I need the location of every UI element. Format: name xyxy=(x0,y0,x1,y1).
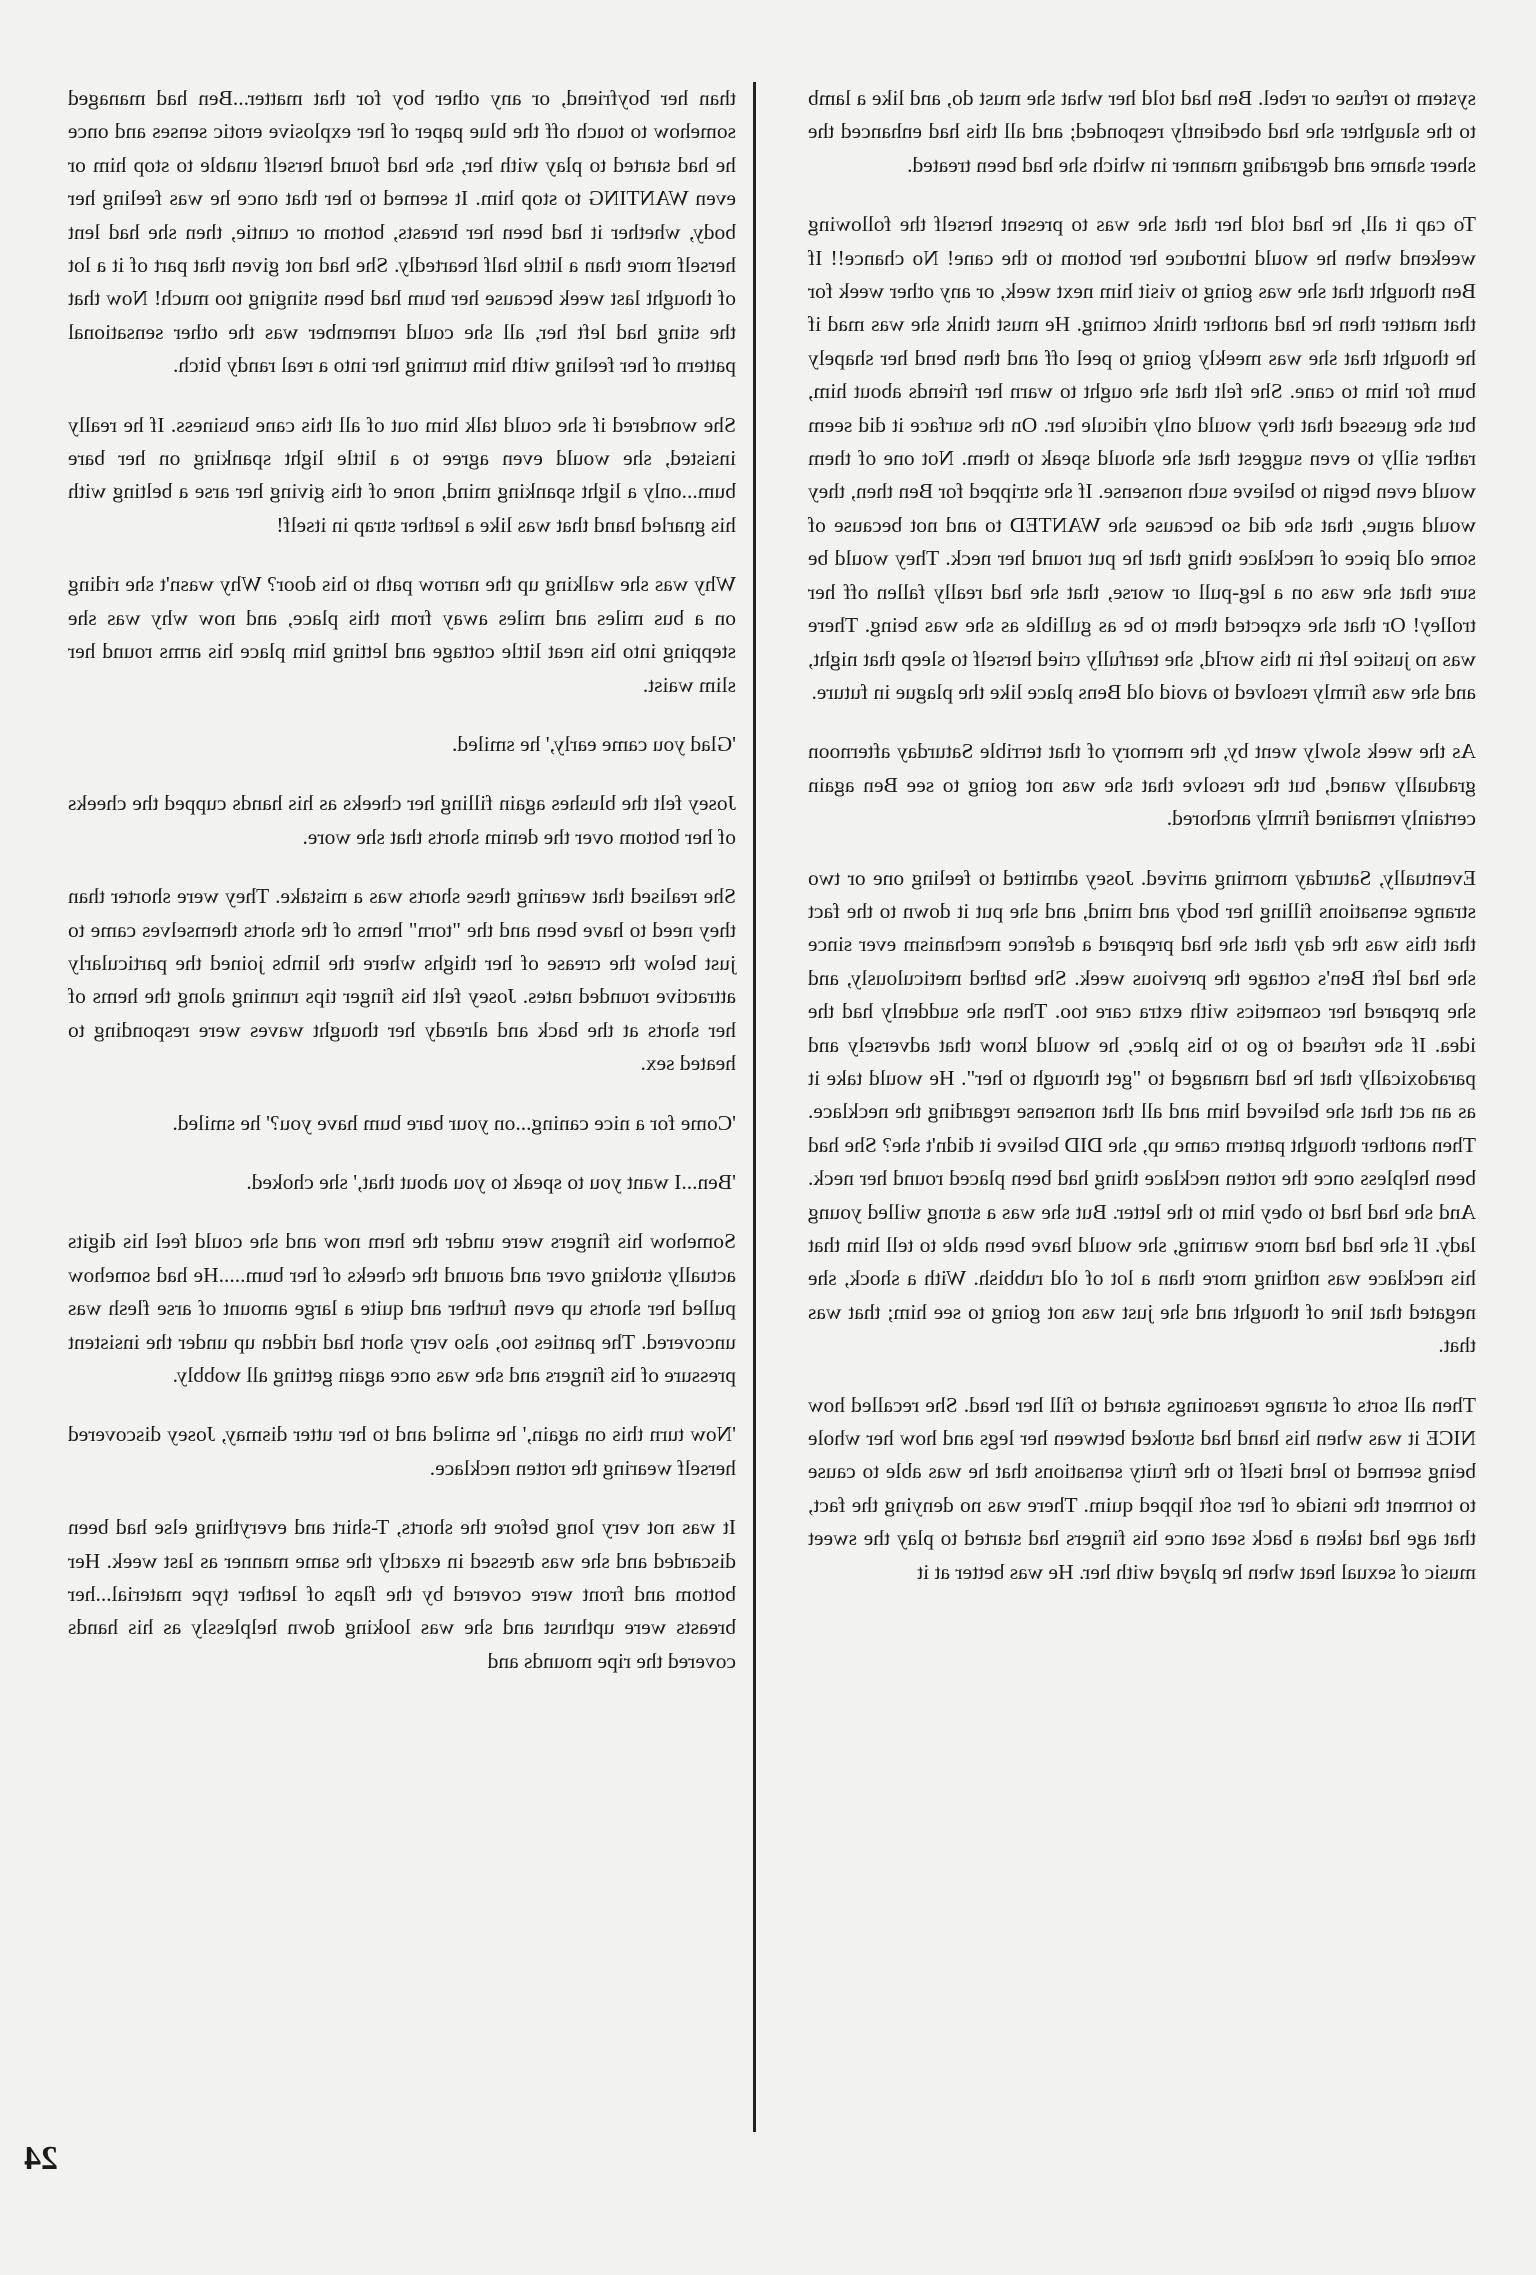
text-column-second xyxy=(68,82,736,1704)
paragraph: than her boyfriend, or any other boy for that matter...Ben had managed somehow to touch off the blue paper of her explosive erotic senses and once he had started to play with her, she had found herself unable to stop him or even WANTING to stop him. It seemed to her that once he was feeling her body, whether it had been her breasts, bottom or cuntie, then she had lent herself more than a little half heartedly. She had not given that part of it a lot of thought last week because her bum had been stinging too much! Now that the sting had left her, all she could remember was the other sensational pattern of her feeling with him turning her into a real randy bitch. xyxy=(68,86,736,378)
paragraph: 'Ben...I want you to speak to you about that,' she choked. xyxy=(246,1169,736,1194)
text-column-first xyxy=(808,82,1476,1615)
page-number: 24 xyxy=(24,2140,58,2177)
paragraph: She realised that wearing these shorts was a mistake. They were shorter than they need to have been and the "torn" hems of the shorts themselves came to just below the crease of her thighs where the limbs joined the particularly attractive rounded nates. Josey felt his finger tips running along the hems of her shorts at the back and already her thought waves were responding to heated sex. xyxy=(68,884,736,1076)
paragraph: Eventually, Saturday morning arrived. Josey admitted to feeling one or two strange sensations filling her body and mind, and she put it down to the fact that this was the day that she had prepared a defence mechanism ever since she had left Ben's cottage the previous week. She bathed meticulously, and she prepared her cosmetics with extra care too. Then she suddenly had the idea. If she refused to go to his place, he would know that adversely and paradoxically that he had managed to "get through to her". He would take it as an act that she believed him and all that nonsense regarding the necklace. Then another thought pattern came up, she DID believe it didn't she? She had been helpless once the rotten necklace thing had been placed round her neck. And she had had to obey him to the letter. But she was a strong willed young lady. If she had had more warning, she would have been able to tell him that his necklace was nothing more than a lot of old rubbish. With a shock, she negated that line of thought and she just was not going to see him; that was that. xyxy=(808,865,1476,1358)
paragraph: 'Glad you came early,' he smiled. xyxy=(452,731,736,756)
paragraph: To cap it all, he had told her that she was to present herself the following weekend when he would introduce her bottom to the cane! No chance!! If Ben thought that she was going to visit him next week, or any other week for that matter then he had another think coming. He must think she was mad if he thought that she was meekly going to peel off and then bend her shapely bum for him to cane. She felt that she ought to warn her friends about him, but she guessed that they would only ridicule her. On the surface it did seem rather silly to even suggest that she should speak to them. Not one of them would even begin to believe such nonsense. If she stripped for Ben then, they would argue, that she did so because she WANTED to and not because of some old piece of necklace thing that he put round her neck. They would be sure that she was on a leg-pull or worse, that she had really fallen off her trolley! Or that she expected them to be as gullible as she was being. There was no justice left in this world, she tearfully cried herself to sleep that night, and she was firmly resolved to avoid old Bens place like the plague in future. xyxy=(808,212,1476,704)
paragraph: It was not very long before the shorts, T-shirt and everything else had been discarded and she was dressed in exactly the same manner as last week. Her bottom and front were covered by the flaps of leather type material...her breasts were upthrust and she was looking down helplessly as his hands covered the ripe mounds and xyxy=(68,1515,736,1673)
paragraph: Somehow his fingers were under the hem now and she could feel his digits actually stroking over and around the cheeks of her bum.....He had somehow pulled her shorts up even further and quite a large amount of arse flesh was uncovered. The panties too, also very short had ridden up under the insistent pressure of his fingers and she was once again getting all wobbly. xyxy=(68,1229,736,1387)
paragraph: system to refuse or rebel. Ben had told her what she must do, and like a lamb to the slaughter she had obediently responded; and all this had enhanced the sheer shame and degrading manner in which she had been treated. xyxy=(808,86,1476,177)
paragraph: 'Come for a nice caning...on your bare bum have you?' he smiled. xyxy=(172,1110,736,1135)
paragraph: As the week slowly went by, the memory of that terrible Saturday afternoon gradually waned, but the resolve that she was not going to see Ben again certainly remained firmly anchored. xyxy=(808,739,1476,831)
paragraph: 'Now turn this on again,' he smiled and to her utter dismay, Josey discovered herself wearing the rotten necklace. xyxy=(68,1422,736,1480)
paragraph: She wondered if she could talk him out of all this cane business. If he really insisted, she would even agree to a little light spanking on her bare bum...only a light spanking mind, none of this giving her arse a belting with his gnarled hand that was like a leather strap in itself! xyxy=(68,412,736,537)
paragraph: Then all sorts of strange reasonings started to fill her head. She recalled how NICE it was when his hand had stroked between her legs and how her whole being seemed to lend itself to the fruity sensations that he was able to cause to torment the inside of her soft lipped quim. There was no denying the fact, that age had taken a back seat once his fingers had started to play the sweet music of sexual heat when he played with her. He was better at it xyxy=(808,1392,1476,1584)
column-divider xyxy=(753,82,756,2132)
paragraph: Josey felt the blushes again filling her cheeks as his hands cupped the cheeks of her bottom over the denim shorts that she wore. xyxy=(68,791,736,849)
paragraph: Why was she walking up the narrow path to his door? Why wasn't she riding on a bus miles and miles away from this place, and now why was she stepping into his neat little cottage and letting him place his arms round her slim waist. xyxy=(68,572,736,697)
